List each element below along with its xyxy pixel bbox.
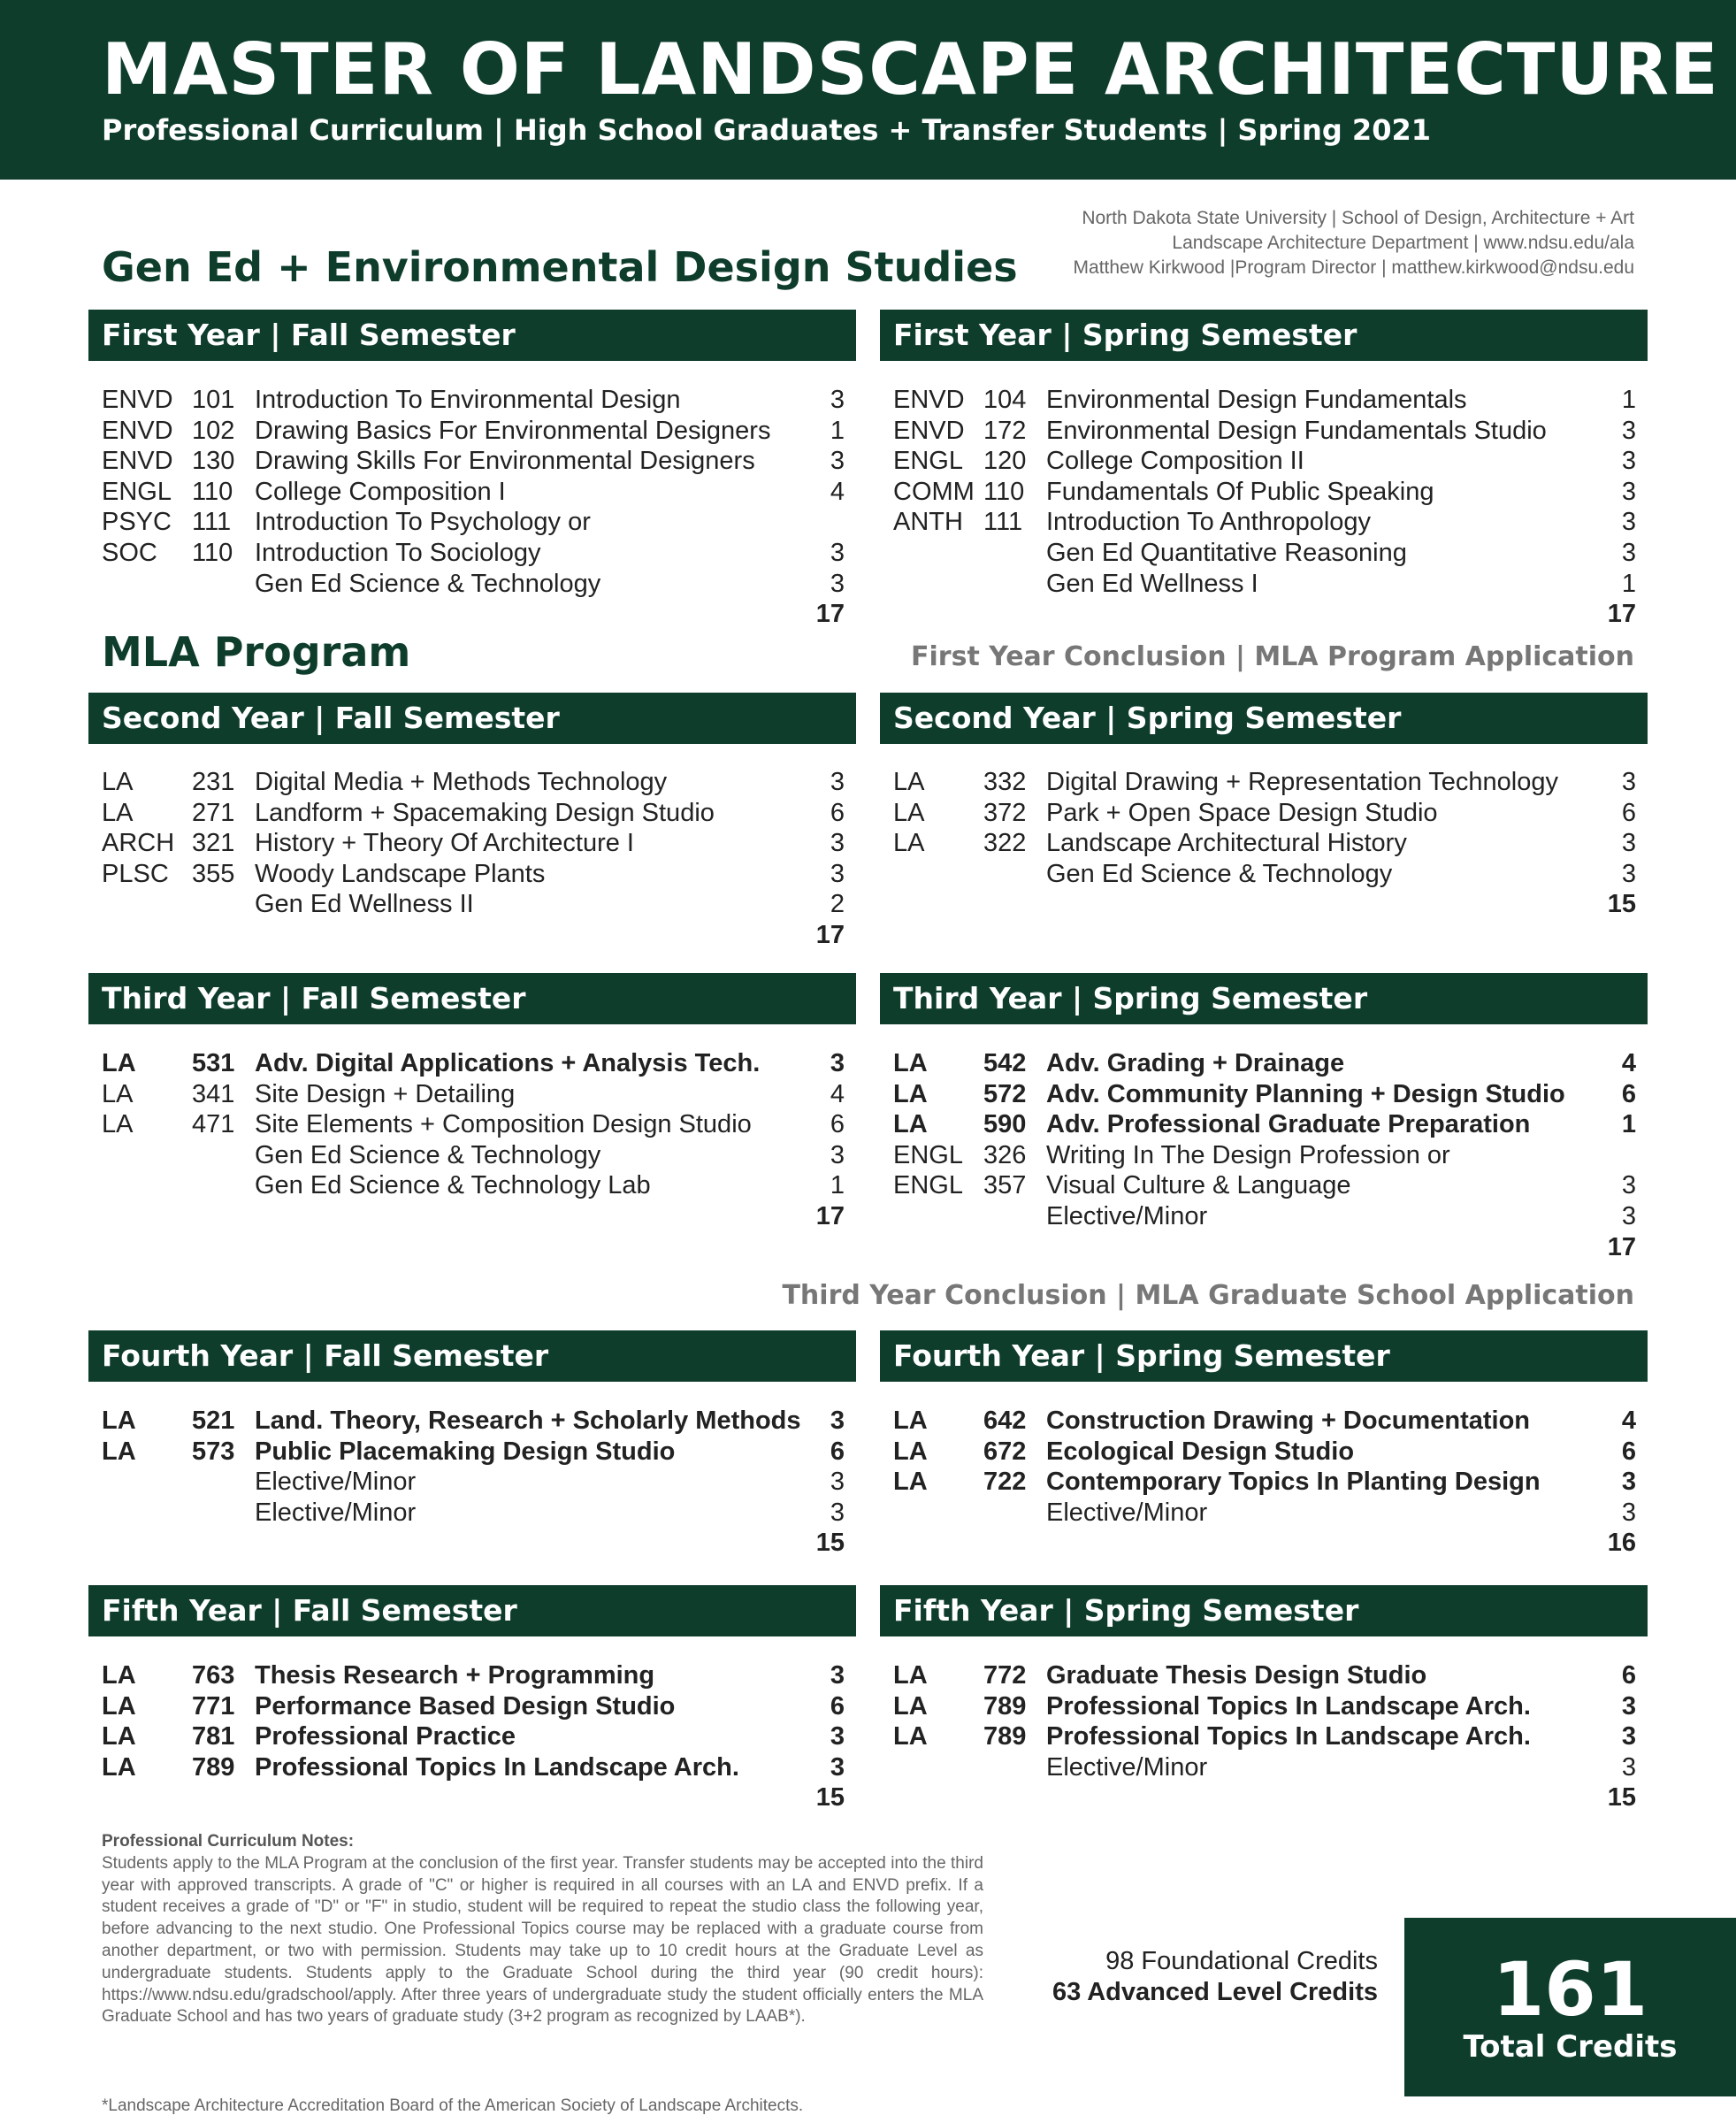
course-row <box>893 1140 1636 1171</box>
semester-total-credits: 17 <box>1607 600 1636 629</box>
course-number: 521 <box>192 1406 235 1435</box>
course-dept: ENVD <box>102 416 173 445</box>
course-name: Adv. Professional Graduate Preparation <box>1046 1110 1531 1139</box>
course-row <box>893 1691 1636 1722</box>
course-dept: LA <box>893 1437 928 1466</box>
course-name: Adv. Community Planning + Design Studio <box>1046 1079 1565 1108</box>
course-number: 111 <box>983 508 1023 537</box>
course-number: 102 <box>192 416 235 445</box>
course-credits: 3 <box>830 1752 845 1782</box>
course-number: 341 <box>192 1079 235 1108</box>
course-list-y1-spring <box>893 385 1636 630</box>
course-credits: 3 <box>830 768 845 796</box>
course-credits: 1 <box>1621 569 1636 598</box>
course-credits: 3 <box>1621 1201 1636 1230</box>
course-number: 372 <box>983 798 1027 827</box>
course-name: Adv. Digital Applications + Analysis Tech. <box>255 1049 761 1077</box>
course-list-y3-spring <box>893 1048 1636 1262</box>
course-credits: 6 <box>830 1110 845 1139</box>
semester-header-y4-fall: Fourth Year | Fall Semester <box>88 1330 856 1382</box>
course-number: 789 <box>983 1722 1027 1751</box>
course-row <box>893 416 1636 447</box>
course-credits: 1 <box>830 1171 845 1200</box>
course-name: Professional Topics In Landscape Arch. <box>255 1752 739 1782</box>
course-name: Professional Topics In Landscape Arch. <box>1046 1691 1531 1721</box>
course-dept: LA <box>893 829 925 858</box>
course-number: 542 <box>983 1049 1027 1077</box>
course-dept: ENVD <box>893 416 965 445</box>
course-dept: LA <box>893 1406 928 1435</box>
course-credits: 3 <box>1621 508 1636 537</box>
course-number: 772 <box>983 1661 1027 1690</box>
course-dept: LA <box>102 1752 136 1782</box>
course-dept: LA <box>102 798 134 827</box>
course-row <box>102 1660 845 1691</box>
course-row <box>893 1048 1636 1079</box>
course-credits: 6 <box>830 798 845 827</box>
course-name: Professional Practice <box>255 1722 516 1751</box>
section-title-gened: Gen Ed + Environmental Design Studies <box>102 243 1018 291</box>
course-row <box>102 1048 845 1079</box>
course-row <box>893 1721 1636 1752</box>
semester-header-y2-fall: Second Year | Fall Semester <box>88 693 856 744</box>
total-credits-box <box>1404 1918 1736 2096</box>
foundational-credits: 98 Foundational Credits <box>1105 1947 1378 1975</box>
semester-total-credits: 17 <box>815 920 845 949</box>
total-credits-label: Total Credits <box>1463 2029 1678 2065</box>
course-name: Woody Landscape Plants <box>255 859 546 888</box>
course-credits: 3 <box>830 829 845 858</box>
course-name: Visual Culture & Language <box>1046 1171 1351 1200</box>
course-number: 357 <box>983 1171 1027 1200</box>
course-credits: 4 <box>1621 1406 1636 1435</box>
course-dept: LA <box>102 1661 136 1690</box>
course-row <box>893 507 1636 538</box>
course-name: Public Placemaking Design Studio <box>255 1437 676 1466</box>
course-list-y5-fall <box>102 1660 845 1813</box>
course-dept: PSYC <box>102 508 172 537</box>
course-credits: 3 <box>830 1498 845 1527</box>
course-credits: 3 <box>830 386 845 414</box>
course-credits: 6 <box>1621 1079 1636 1108</box>
course-dept: LA <box>893 1049 928 1077</box>
course-row <box>893 1752 1636 1783</box>
total-credits-number: 161 <box>1492 1946 1648 2033</box>
course-name: Adv. Grading + Drainage <box>1046 1049 1345 1077</box>
course-number: 120 <box>983 447 1027 476</box>
course-row <box>102 385 845 416</box>
milestone-third-year: Third Year Conclusion | MLA Graduate School Application <box>782 1280 1634 1311</box>
footnote: *Landscape Architecture Accreditation Board of the American Society of Landscape Architects. <box>102 2096 804 2115</box>
course-number: 531 <box>192 1049 235 1077</box>
course-dept: LA <box>893 768 925 796</box>
course-number: 355 <box>192 859 235 888</box>
course-dept: LA <box>102 1049 136 1077</box>
course-credits: 3 <box>830 1406 845 1435</box>
course-dept: LA <box>102 1691 136 1721</box>
semester-header-y3-fall: Third Year | Fall Semester <box>88 973 856 1024</box>
course-credits: 3 <box>1621 477 1636 506</box>
course-dept: LA <box>102 768 134 796</box>
course-name: Gen Ed Science & Technology Lab <box>255 1171 651 1200</box>
course-row <box>893 1170 1636 1201</box>
course-credits: 3 <box>1621 538 1636 567</box>
course-name: Site Elements + Composition Design Studio <box>255 1110 752 1139</box>
course-name: Digital Drawing + Representation Technology <box>1046 768 1558 796</box>
course-row <box>893 385 1636 416</box>
course-name: Digital Media + Methods Technology <box>255 768 668 796</box>
course-number: 104 <box>983 386 1027 414</box>
course-name: Graduate Thesis Design Studio <box>1046 1661 1427 1690</box>
contact-info <box>1074 206 1634 280</box>
course-credits: 3 <box>830 447 845 476</box>
course-number: 789 <box>192 1752 235 1782</box>
course-row <box>102 1498 845 1529</box>
semester-total-credits: 17 <box>1607 1232 1636 1261</box>
course-credits: 3 <box>830 1049 845 1077</box>
contact-line-university: North Dakota State University | School of Design, Architecture + Art <box>1082 208 1634 228</box>
course-credits: 3 <box>1621 768 1636 796</box>
course-number: 111 <box>192 508 232 537</box>
course-number: 130 <box>192 447 235 476</box>
course-list-y2-fall <box>102 767 845 951</box>
course-dept: LA <box>893 1079 928 1108</box>
course-credits: 3 <box>1621 447 1636 476</box>
course-dept: LA <box>102 1406 136 1435</box>
course-name: Gen Ed Science & Technology <box>255 1140 601 1169</box>
semester-header-y3-spring: Third Year | Spring Semester <box>880 973 1648 1024</box>
credit-summary <box>1052 1946 1378 2008</box>
course-dept: LA <box>893 798 925 827</box>
course-list-y3-fall <box>102 1048 845 1232</box>
course-credits: 1 <box>830 416 845 445</box>
course-number: 789 <box>983 1691 1027 1721</box>
course-name: Elective/Minor <box>1046 1752 1208 1782</box>
course-name: Ecological Design Studio <box>1046 1437 1355 1466</box>
course-number: 110 <box>192 477 233 506</box>
course-dept: ENGL <box>102 477 172 506</box>
advanced-credits: 63 Advanced Level Credits <box>1052 1978 1378 2006</box>
course-name: Gen Ed Wellness I <box>1046 569 1258 598</box>
page-subtitle: Professional Curriculum | High School Graduates + Transfer Students | Spring 2021 <box>102 113 1431 147</box>
course-credits: 2 <box>830 890 845 919</box>
course-row <box>102 1752 845 1783</box>
course-credits: 6 <box>1621 1437 1636 1466</box>
semester-header-y1-spring: First Year | Spring Semester <box>880 310 1648 361</box>
milestone-first-year: First Year Conclusion | MLA Program Application <box>911 641 1634 672</box>
course-row <box>893 767 1636 798</box>
course-credits: 3 <box>1621 416 1636 445</box>
course-dept: ENVD <box>893 386 965 414</box>
course-credits: 6 <box>1621 1661 1636 1690</box>
course-row <box>102 889 845 920</box>
course-row <box>893 1079 1636 1110</box>
course-row <box>893 1467 1636 1498</box>
course-number: 722 <box>983 1468 1027 1497</box>
course-credits: 1 <box>1621 1110 1636 1139</box>
course-row <box>102 538 845 569</box>
course-name: History + Theory Of Architecture I <box>255 829 634 858</box>
course-list-y2-spring <box>893 767 1636 920</box>
contact-line-department: Landscape Architecture Department | www.ndsu.edu/ala <box>1172 233 1634 253</box>
course-name: Environmental Design Fundamentals <box>1046 386 1467 414</box>
course-number: 231 <box>192 768 235 796</box>
course-name: Gen Ed Science & Technology <box>255 569 601 598</box>
course-name: College Composition I <box>255 477 506 506</box>
course-dept: ENGL <box>893 1171 963 1200</box>
course-number: 763 <box>192 1661 235 1690</box>
course-list-y5-spring <box>893 1660 1636 1813</box>
course-dept: ARCH <box>102 829 175 858</box>
course-name: Thesis Research + Programming <box>255 1661 655 1690</box>
course-number: 573 <box>192 1437 235 1466</box>
course-row <box>893 569 1636 600</box>
course-name: Introduction To Anthropology <box>1046 508 1372 537</box>
course-number: 590 <box>983 1110 1027 1139</box>
semester-total-credits: 17 <box>815 600 845 629</box>
course-name: Landform + Spacemaking Design Studio <box>255 798 715 827</box>
course-row <box>102 1691 845 1722</box>
course-row <box>893 1201 1636 1232</box>
course-name: Park + Open Space Design Studio <box>1046 798 1438 827</box>
course-name: Gen Ed Science & Technology <box>1046 859 1393 888</box>
semester-total-credits: 15 <box>1607 890 1636 919</box>
course-row <box>893 1498 1636 1529</box>
course-number: 672 <box>983 1437 1027 1466</box>
course-name: Elective/Minor <box>1046 1201 1208 1230</box>
course-row <box>102 507 845 538</box>
course-row <box>102 1406 845 1437</box>
notes-body: Students apply to the MLA Program at the conclusion of the first year. Transfer students may be accepted into the third year with approved transcripts. A grade of "C" or higher is required in all courses with an LA and ENVD prefix. If a student receives a grade of "D" or "F" in studio, student will be required to repeat the studio class the following year, before advancing to the next studio. One Professional Topics course may be replaced with a graduate course from another department, or two with permission. Students may take up to 10 credit hours at the Graduate Level as undergraduate students. Students apply to the Graduate School during the third year (90 credit hours): https://www.ndsu.edu/gradschool/apply. After three years of undergraduate study the student officially enters the MLA Graduate School and has two years of graduate study (3+2 program as recognized by LAAB*). <box>102 1853 983 2027</box>
course-row <box>102 1721 845 1752</box>
course-name: Drawing Skills For Environmental Designers <box>255 447 755 476</box>
semester-total-credits: 15 <box>815 1529 845 1558</box>
course-credits: 3 <box>830 1722 845 1751</box>
course-dept: PLSC <box>102 859 169 888</box>
course-dept: LA <box>893 1691 928 1721</box>
course-dept: LA <box>102 1110 134 1139</box>
course-name: College Composition II <box>1046 447 1304 476</box>
course-name: Introduction To Sociology <box>255 538 541 567</box>
notes-title: Professional Curriculum Notes: <box>102 1832 355 1851</box>
course-name: Elective/Minor <box>255 1498 417 1527</box>
course-row <box>102 1079 845 1110</box>
course-dept: ENVD <box>102 386 173 414</box>
course-name: Contemporary Topics In Planting Design <box>1046 1468 1541 1497</box>
contact-line-director: Matthew Kirkwood |Program Director | matthew.kirkwood@ndsu.edu <box>1073 257 1634 278</box>
course-name: Performance Based Design Studio <box>255 1691 676 1721</box>
course-name: Environmental Design Fundamentals Studio <box>1046 416 1547 445</box>
page-title: MASTER OF LANDSCAPE ARCHITECTURE <box>102 28 1719 111</box>
course-credits: 4 <box>830 1079 845 1108</box>
course-number: 172 <box>983 416 1027 445</box>
course-credits: 6 <box>830 1437 845 1466</box>
course-credits: 3 <box>830 1140 845 1169</box>
course-row <box>893 446 1636 477</box>
course-row <box>102 859 845 890</box>
course-row <box>102 1437 845 1468</box>
course-row <box>893 828 1636 859</box>
course-name: Site Design + Detailing <box>255 1079 516 1108</box>
course-credits: 3 <box>830 859 845 888</box>
course-credits: 6 <box>1621 798 1636 827</box>
course-row <box>102 446 845 477</box>
course-row <box>893 1660 1636 1691</box>
course-row <box>893 1406 1636 1437</box>
course-row <box>102 798 845 829</box>
course-name: Introduction To Psychology or <box>255 508 591 537</box>
course-dept: LA <box>893 1110 928 1139</box>
course-dept: ANTH <box>893 508 963 537</box>
course-dept: COMM <box>893 477 975 506</box>
course-number: 321 <box>192 829 235 858</box>
course-credits: 3 <box>1621 1498 1636 1527</box>
semester-header-y5-fall: Fifth Year | Fall Semester <box>88 1585 856 1636</box>
course-number: 781 <box>192 1722 235 1751</box>
course-credits: 3 <box>830 1468 845 1497</box>
header-banner <box>0 0 1736 180</box>
course-number: 471 <box>192 1110 235 1139</box>
course-dept: ENVD <box>102 447 173 476</box>
course-row <box>102 477 845 508</box>
semester-total-credits: 17 <box>815 1201 845 1230</box>
curriculum-notes <box>102 1831 983 2028</box>
course-dept: LA <box>102 1437 136 1466</box>
course-dept: LA <box>893 1661 928 1690</box>
course-number: 101 <box>192 386 235 414</box>
section-title-mla: MLA Program <box>102 628 411 676</box>
course-row <box>102 416 845 447</box>
semester-header-y4-spring: Fourth Year | Spring Semester <box>880 1330 1648 1382</box>
course-credits: 3 <box>1621 1752 1636 1782</box>
semester-header-y2-spring: Second Year | Spring Semester <box>880 693 1648 744</box>
course-name: Elective/Minor <box>255 1468 417 1497</box>
course-credits: 4 <box>1621 1049 1636 1077</box>
semester-header-y1-fall: First Year | Fall Semester <box>88 310 856 361</box>
course-name: Construction Drawing + Documentation <box>1046 1406 1530 1435</box>
course-list-y4-spring <box>893 1406 1636 1559</box>
semester-header-y5-spring: Fifth Year | Spring Semester <box>880 1585 1648 1636</box>
course-row <box>102 569 845 600</box>
course-row <box>893 859 1636 890</box>
course-name: Gen Ed Wellness II <box>255 890 474 919</box>
course-row <box>102 828 845 859</box>
course-credits: 3 <box>830 1661 845 1690</box>
course-name: Drawing Basics For Environmental Designers <box>255 416 771 445</box>
course-dept: SOC <box>102 538 157 567</box>
course-dept: ENGL <box>893 1140 963 1169</box>
course-dept: LA <box>893 1468 928 1497</box>
course-credits: 3 <box>1621 1468 1636 1497</box>
course-row <box>893 1109 1636 1140</box>
course-number: 326 <box>983 1140 1027 1169</box>
course-dept: ENGL <box>893 447 963 476</box>
course-row <box>893 477 1636 508</box>
course-row <box>893 1437 1636 1468</box>
course-name: Writing In The Design Profession or <box>1046 1140 1450 1169</box>
course-credits: 4 <box>830 477 845 506</box>
course-row <box>102 1467 845 1498</box>
course-number: 572 <box>983 1079 1027 1108</box>
course-row <box>893 538 1636 569</box>
course-row <box>102 1109 845 1140</box>
course-number: 322 <box>983 829 1027 858</box>
course-row <box>102 1140 845 1171</box>
course-number: 771 <box>192 1691 235 1721</box>
course-credits: 6 <box>830 1691 845 1721</box>
course-dept: LA <box>102 1722 136 1751</box>
course-credits: 3 <box>1621 1691 1636 1721</box>
course-row <box>102 1170 845 1201</box>
course-credits: 3 <box>830 538 845 567</box>
course-list-y4-fall <box>102 1406 845 1559</box>
semester-total-credits: 15 <box>815 1783 845 1813</box>
semester-total-credits: 15 <box>1607 1783 1636 1813</box>
course-credits: 3 <box>1621 829 1636 858</box>
course-name: Land. Theory, Research + Scholarly Methods <box>255 1406 801 1435</box>
course-number: 332 <box>983 768 1027 796</box>
course-row <box>893 798 1636 829</box>
course-credits: 3 <box>1621 859 1636 888</box>
course-name: Fundamentals Of Public Speaking <box>1046 477 1434 506</box>
course-credits: 1 <box>1621 386 1636 414</box>
course-name: Landscape Architectural History <box>1046 829 1407 858</box>
course-number: 642 <box>983 1406 1027 1435</box>
course-name: Elective/Minor <box>1046 1498 1208 1527</box>
course-number: 110 <box>192 538 233 567</box>
course-name: Gen Ed Quantitative Reasoning <box>1046 538 1407 567</box>
course-credits: 3 <box>1621 1722 1636 1751</box>
course-credits: 3 <box>1621 1171 1636 1200</box>
course-list-y1-fall <box>102 385 845 630</box>
course-name: Introduction To Environmental Design <box>255 386 681 414</box>
course-row <box>102 767 845 798</box>
course-number: 110 <box>983 477 1025 506</box>
course-dept: LA <box>102 1079 134 1108</box>
course-name: Professional Topics In Landscape Arch. <box>1046 1722 1531 1751</box>
course-dept: LA <box>893 1722 928 1751</box>
course-credits: 3 <box>830 569 845 598</box>
course-number: 271 <box>192 798 235 827</box>
semester-total-credits: 16 <box>1607 1529 1636 1558</box>
